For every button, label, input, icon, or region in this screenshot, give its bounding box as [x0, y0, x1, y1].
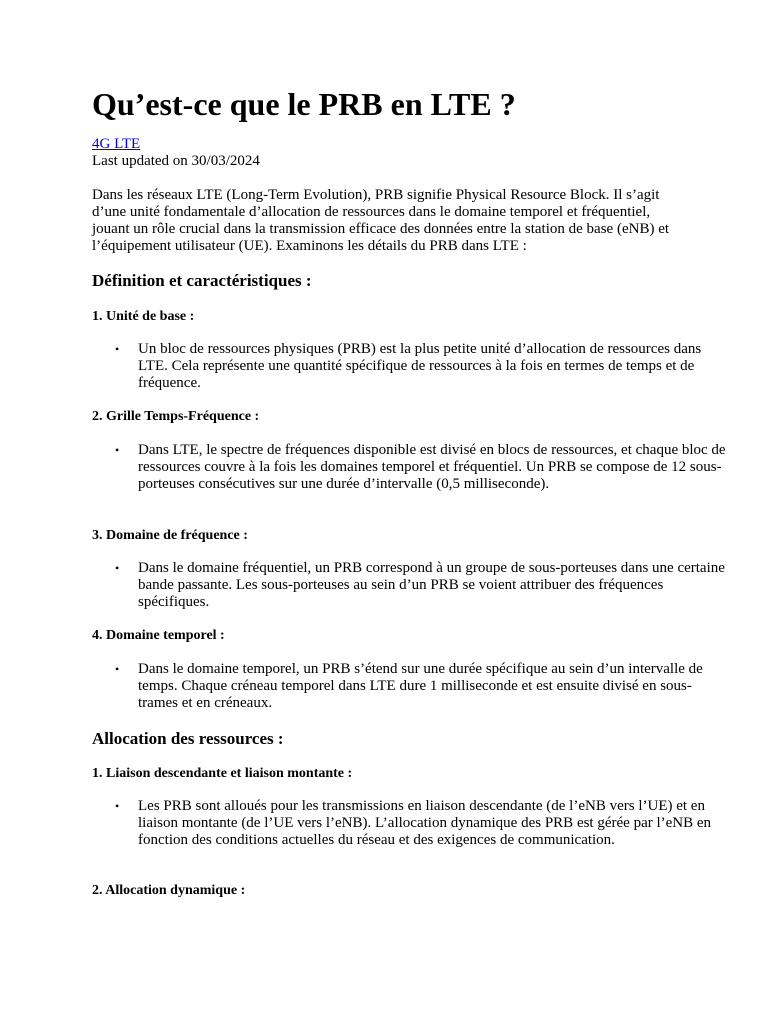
list-item	[115, 341, 726, 392]
list-item	[115, 560, 726, 611]
list-item-text: Dans le domaine temporel, un PRB s’étend sur une durée spécifique au sein d’un intervalle de temps. Chaque créneau temporel dans LTE dure 1 milliseconde et est ensuite divisé en sous-trames et en créneaux.	[138, 661, 703, 711]
subsection-heading: 1. Unité de base :	[92, 309, 195, 324]
subsection-heading: 1. Liaison descendante et liaison montante :	[92, 766, 353, 781]
list-item-text: Dans le domaine fréquentiel, un PRB correspond à un groupe de sous-porteuses dans une certaine bande passante. Les sous-porteuses au sein d’un PRB se voient attribuer des fréquences spécifiques.	[138, 560, 725, 610]
section-heading-allocation: Allocation des ressources :	[92, 729, 284, 748]
category-link[interactable]: 4G LTE	[92, 136, 141, 152]
section-heading-definition: Définition et caractéristiques :	[92, 271, 312, 290]
bullet-icon: •	[115, 561, 120, 575]
list-item	[115, 798, 726, 849]
list-item	[115, 661, 726, 712]
subsection-heading: 4. Domaine temporel :	[92, 628, 225, 643]
list-item-text: Un bloc de ressources physiques (PRB) est la plus petite unité d’allocation de ressources dans LTE. Cela représente une quantité spécifique de ressources à la fois en termes de temps et de fréquence.	[138, 341, 702, 391]
last-updated: Last updated on 30/03/2024	[92, 153, 260, 169]
bullet-icon: •	[115, 342, 120, 356]
subsection-heading: 2. Grille Temps-Fréquence :	[92, 409, 260, 424]
page-title: Qu’est-ce que le PRB en LTE ?	[92, 86, 516, 122]
subsection-heading: 3. Domaine de fréquence :	[92, 528, 248, 543]
bullet-icon: •	[115, 799, 120, 813]
list-item-text: Dans LTE, le spectre de fréquences disponible est divisé en blocs de ressources, et chaque bloc de ressources couvre à la fois les domaines temporel et fréquentiel. Un PRB se compose de 12 sous-porteuses consécutives sur une durée d’intervalle (0,5 milliseconde).	[138, 442, 726, 492]
subsection-heading: 2. Allocation dynamique :	[92, 883, 246, 898]
list-item	[115, 442, 726, 493]
bullet-list	[92, 661, 726, 712]
list-item-text: Les PRB sont alloués pour les transmissions en liaison descendante (de l’eNB vers l’UE) et en liaison montante (de l’UE vers l’eNB). L’allocation dynamique des PRB est gérée par l’eNB en fonction des conditions actuelles du réseau et des exigences de communication.	[138, 798, 712, 848]
bullet-list	[92, 341, 726, 392]
bullet-list	[92, 560, 726, 611]
bullet-list	[92, 442, 726, 493]
bullet-icon: •	[115, 443, 120, 457]
bullet-icon: •	[115, 662, 120, 676]
intro-paragraph: Dans les réseaux LTE (Long-Term Evolution), PRB signifie Physical Resource Block. Il s’agit d’une unité fondamentale d’allocation de ressources dans le domaine temporel et fréquentiel, jouant un rôle crucial dans la transmission efficace des données entre la station de base (eNB) et l’équipement utilisateur (UE). Examinons les détails du PRB dans LTE :	[92, 187, 670, 254]
bullet-list	[92, 798, 726, 849]
